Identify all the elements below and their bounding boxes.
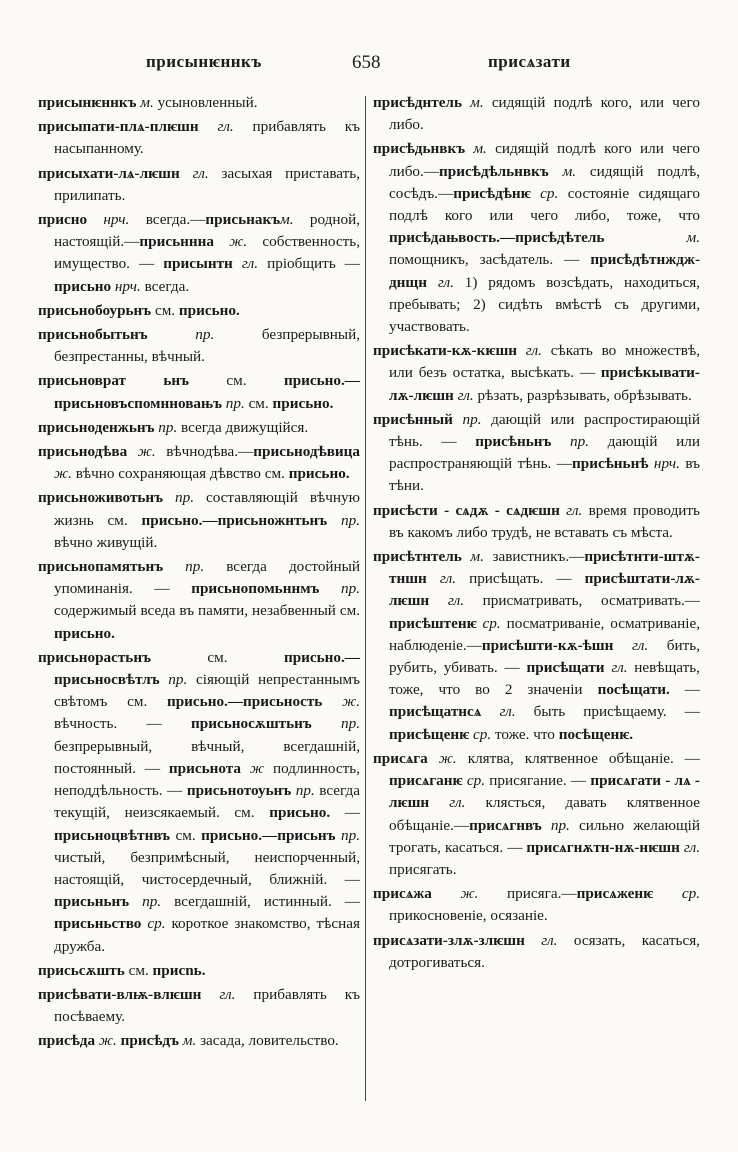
headword: присьно. <box>269 804 331 822</box>
headword: присно <box>38 211 88 229</box>
grammar-label: гл. <box>427 273 454 291</box>
headword: присьнодѣва <box>38 443 128 461</box>
headword: присьно <box>54 277 112 295</box>
definition-text: безпрерывный, вѣчный, всегдашній, постоянный. — <box>54 737 360 777</box>
headword: присьнобоурьнъ <box>38 301 152 319</box>
headword: присьно. <box>54 624 115 642</box>
definition-text: вѣчнодѣва.— <box>155 443 254 461</box>
headword: присѣдѣтнждж-днщн <box>389 251 700 291</box>
grammar-label: м. <box>465 140 487 158</box>
definition-text: клясться, давать клятвенное обѣщаніе.— <box>389 794 700 834</box>
headword: присьсѫшть <box>38 961 125 979</box>
grammar-label: гл. <box>198 118 234 136</box>
grammar-label: пр. <box>335 826 360 844</box>
definition-text: рѣзать, разрѣзывать, обрѣзывать. <box>473 386 692 404</box>
headword: присьннна <box>139 233 214 251</box>
definition-text: см. <box>150 648 284 666</box>
definition-text: прибавлять къ посѣваему. <box>54 985 360 1026</box>
headword: присьнопомьннмъ <box>191 580 320 598</box>
definition-text: сіяющій непрестаннымъ свѣтомъ см. <box>54 671 360 711</box>
headword: присѧгнвъ <box>469 816 542 834</box>
headword: присѣтнти-штѫ-тншн <box>389 548 700 588</box>
dictionary-entry <box>373 92 700 136</box>
grammar-label: пр. <box>129 893 162 911</box>
headword: присьнота <box>168 759 242 777</box>
headword: присьнотоуьнъ <box>186 782 292 800</box>
grammar-label: гл. <box>426 570 457 588</box>
headword: присынтн <box>163 255 233 273</box>
grammar-label: гл. <box>453 386 474 404</box>
definition-text: присягать. <box>389 860 457 878</box>
headword: присѣкывати-лѫ-лѥшн <box>389 364 700 404</box>
grammar-label: м. <box>136 94 154 111</box>
headword: посѣщенѥ. <box>558 725 634 743</box>
dictionary-entry <box>373 500 700 544</box>
definition-text: безпрерывный, безпрестанны, вѣчный. <box>54 326 360 366</box>
headword: присѧга <box>373 749 428 767</box>
definition-text: см. <box>124 961 153 979</box>
dictionary-entry <box>38 984 360 1028</box>
dictionary-entry <box>373 883 700 927</box>
headword: присьно.—присьность <box>166 693 323 711</box>
grammar-label: гл. <box>179 164 209 182</box>
grammar-label: пр. <box>551 433 590 451</box>
definition-text: вѣчность. — <box>54 715 191 733</box>
grammar-label: гл. <box>517 342 542 360</box>
grammar-label: пр. <box>163 489 194 507</box>
definition-text: пріобщить — <box>258 255 360 273</box>
definition-text: см. <box>151 301 179 319</box>
definition-text: — <box>330 804 361 822</box>
definition-text: бить, рубить, убивать. — <box>389 636 700 677</box>
definition-text: собственность, имущество. — <box>54 233 360 273</box>
grammar-label: ж. <box>95 1032 117 1050</box>
grammar-label: нрч. <box>87 211 130 229</box>
definition-text: родной, настоящій.— <box>54 211 360 251</box>
grammar-label: ср. <box>462 772 486 790</box>
dictionary-entry <box>38 324 360 368</box>
grammar-label: пр. <box>147 326 215 344</box>
definition-text: сидящій подлѣ кого или чего либо.— <box>389 140 700 180</box>
dictionary-entry <box>38 960 360 982</box>
definition-text: всегдашній, истинный. — <box>161 893 360 911</box>
grammar-label: ж <box>241 759 265 777</box>
headword: присьно. <box>178 301 240 319</box>
headword: присѣшти-кѫ-ѣшн <box>481 636 614 654</box>
grammar-label: пр. <box>541 816 570 834</box>
dictionary-entry <box>38 441 360 485</box>
grammar-label: пр. <box>319 580 361 598</box>
definition-text: сѣкать во множествѣ, или безъ остатка, высѣкать. — <box>389 342 700 382</box>
headword: присѣньнъ <box>475 433 552 451</box>
headword: присѣдѣнѥ <box>453 184 531 202</box>
headword: присѣштенѥ <box>389 614 477 632</box>
definition-text: всегда текущій, неизсякаемый. см. <box>54 782 360 822</box>
dictionary-entry <box>38 209 360 298</box>
dictionary-entry <box>38 163 360 207</box>
definition-text: прибавлять къ насыпанному. <box>54 118 360 158</box>
headword: присьнопамятьнъ <box>38 558 164 576</box>
dictionary-entry <box>38 116 360 160</box>
headword: присьносѫштьнъ <box>191 715 312 733</box>
grammar-label: ж. <box>127 443 156 461</box>
definition-text: 1) рядомъ возсѣдать, находиться, пребывать; 2) сидѣть вмѣстѣ съ другими, участвовать. <box>389 273 700 336</box>
headword: присьньство <box>54 915 142 933</box>
headword: присыпати-плѧ-плѥшн <box>38 118 199 136</box>
grammar-label: гл. <box>559 501 583 519</box>
headword: присѣвати-влѭ-влѥшн <box>38 985 202 1003</box>
grammar-label: пр. <box>154 418 178 436</box>
definition-text: всегда достойный упоминанія. — <box>54 558 360 598</box>
dictionary-entry <box>373 409 700 498</box>
grammar-label: ж. <box>54 465 72 483</box>
headword: присѧзати-злѫ-злѥшн <box>373 931 525 949</box>
grammar-label: пр. <box>221 394 245 412</box>
grammar-label: гл. <box>429 592 464 610</box>
grammar-label: гл. <box>201 985 236 1003</box>
definition-text: присяга.— <box>478 885 577 903</box>
definition-text: присягание. — <box>485 772 591 790</box>
definition-text: вѣчно живущій. <box>54 533 158 551</box>
dictionary-entry <box>38 1030 360 1052</box>
headword: присѧгати - лѧ - лѥшн <box>389 772 700 812</box>
headword: присѧжа <box>373 885 432 903</box>
definition-text: клятва, клятвенное обѣщаніе. — <box>456 749 700 767</box>
definition-text: дающій или распространяющій тѣнь. — <box>389 433 700 473</box>
headword: присѣнный <box>373 410 453 428</box>
grammar-label: пр. <box>311 715 361 733</box>
grammar-label: нрч. <box>111 277 141 295</box>
grammar-label: ср. <box>530 184 559 202</box>
headword: присѣдьнвкъ <box>373 140 466 158</box>
definition-text: см. <box>170 826 202 844</box>
definition-text: въ тѣни. <box>389 455 700 495</box>
definition-text: — <box>669 681 700 699</box>
definition-text: присматривать, осматривать.— <box>464 592 700 610</box>
dictionary-entry <box>373 340 700 407</box>
definition-text: быть присѣщаему. — <box>515 703 700 721</box>
grammar-label: ср. <box>469 725 492 743</box>
dictionary-entry <box>373 748 700 881</box>
headword: присѣньнѣ <box>572 455 649 473</box>
running-head-right: присѧзати <box>488 52 571 71</box>
headword: присынѥннкъ <box>38 94 137 111</box>
headword: присыхати-лѧ-лѥшн <box>38 164 180 182</box>
definition-text: см. <box>244 394 273 412</box>
grammar-label: ж. <box>322 693 360 711</box>
grammar-label: м. <box>604 229 700 247</box>
grammar-label: м. <box>280 211 294 229</box>
headword: присѣднтель <box>373 94 462 111</box>
grammar-label: нрч. <box>648 455 680 473</box>
grammar-label: ср. <box>653 885 700 903</box>
definition-text: посматриваніе, осматриваніе, наблюденіе.— <box>389 614 701 654</box>
headword: присѧгнѫтн-нѫ-нѥшн <box>526 838 680 856</box>
right-column <box>373 92 700 976</box>
headword: присѧженѥ <box>576 885 654 903</box>
headword: присьно.—присьнъ <box>201 826 336 844</box>
grammar-label: ср. <box>476 614 501 632</box>
definition-text: всегда. <box>140 277 190 295</box>
definition-text: засада, ловительство. <box>196 1032 339 1050</box>
grammar-label: гл. <box>679 838 700 856</box>
definition-text: усыновленный. <box>153 94 258 111</box>
headword: присѣтнтель <box>373 548 462 566</box>
dictionary-entry <box>38 556 360 645</box>
definition-text: короткое знакомство, тѣсная дружба. <box>54 915 361 955</box>
headword: присьноцвѣтнвъ <box>54 826 171 844</box>
definition-text: дающій или распростирающій тѣнь. — <box>389 410 700 451</box>
definition-text: всегда движущійся. <box>177 418 309 436</box>
dictionary-entry <box>38 417 360 439</box>
definition-text: подлинность, неподдѣльность. — <box>54 759 360 800</box>
grammar-label: гл. <box>524 931 558 949</box>
dictionary-entry <box>373 930 700 974</box>
headword: присѣщати <box>526 659 605 677</box>
dictionary-entry <box>38 92 360 114</box>
grammar-label: пр. <box>327 511 360 529</box>
grammar-label: м. <box>178 1032 197 1050</box>
headword: присѧганѥ <box>389 772 463 790</box>
grammar-label: пр. <box>452 410 482 428</box>
grammar-label: гл. <box>604 659 628 677</box>
definition-text: состояніе сидящаго подлѣ кого или чего либо, тоже, что <box>389 184 700 225</box>
grammar-label: ж. <box>213 233 248 251</box>
definition-text: время проводить въ какомъ либо трудѣ, не вставать съ мѣста. <box>389 501 700 541</box>
definition-text: завистникъ.— <box>483 548 585 566</box>
headword: присьнодѣвица <box>253 443 360 461</box>
headword: присѣдѣльнвкъ <box>439 162 549 180</box>
grammar-label: гл. <box>613 636 649 654</box>
headword: присnь. <box>152 961 206 979</box>
grammar-label: пр. <box>159 671 188 689</box>
headword: присьнакъ <box>205 211 281 229</box>
headword: присѣщенѥ <box>389 725 470 743</box>
headword: присьно.—присьножнтьнъ <box>141 511 328 529</box>
column-divider <box>365 96 366 1101</box>
dictionary-entry <box>38 370 360 414</box>
grammar-label: ж. <box>431 885 479 903</box>
definition-text: составляющій вѣчную жизнь см. <box>54 489 360 529</box>
headword: посѣщати. <box>597 681 670 699</box>
headword: присьноживотьнъ <box>38 489 164 507</box>
page-number: 658 <box>352 52 381 73</box>
grammar-label: м. <box>462 94 484 111</box>
definition-text: невѣщать, тоже, что во 2 значеніи <box>389 659 700 699</box>
headword: присьньнъ <box>54 893 130 911</box>
definition-text: сидящій подлѣ кого, или чего либо. <box>389 94 700 134</box>
headword: присѣсти - сѧдѫ - сѧдѥшн <box>373 501 560 519</box>
headword: присьно. <box>272 394 334 412</box>
definition-text: содержимый вседа въ памяти, незабвенный см. <box>54 602 360 620</box>
grammar-label: гл. <box>429 794 466 812</box>
grammar-label: ж. <box>427 749 457 767</box>
definition-text: засыхая приставать, прилипать. <box>54 164 360 204</box>
definition-text: тоже. что <box>491 725 559 743</box>
definition-text: прикосновеніе, осязаніе. <box>389 907 548 925</box>
definition-text: вѣчно сохраняющая дѣвство см. <box>71 465 289 483</box>
grammar-label: пр. <box>163 558 205 576</box>
headword: присьно.—присьновъспомнновањъ <box>54 372 360 412</box>
definition-text: всегда.— <box>129 211 206 229</box>
grammar-label: гл. <box>481 703 516 721</box>
grammar-label: гл. <box>232 255 259 273</box>
headword: присьноденжьнъ <box>38 418 155 436</box>
dictionary-entry <box>38 300 360 322</box>
dictionary-entry <box>38 487 360 554</box>
grammar-label: м. <box>461 548 484 566</box>
headword: присьнобытьнъ <box>38 326 148 344</box>
definition-text: осязать, касаться, дотрогиваться. <box>389 931 700 971</box>
running-head-left: присынѥннкъ <box>146 52 262 71</box>
headword: присѣда <box>38 1032 96 1050</box>
definition-text: помощникъ, засѣдатель. — <box>389 251 591 269</box>
headword: присьно.—присьносвѣтлъ <box>54 648 360 689</box>
dictionary-entry <box>373 546 700 746</box>
grammar-label: пр. <box>291 782 315 800</box>
headword: присѣкати-кѫ-кѥшн <box>373 342 518 360</box>
headword: присѣдъ <box>120 1032 179 1050</box>
headword: присьно. <box>288 465 350 483</box>
left-column <box>38 92 360 1055</box>
definition-text: сидящій подлѣ, сосѣдъ.— <box>389 162 700 202</box>
definition-text: присѣщать. — <box>456 570 585 588</box>
headword: присѣщатнсѧ <box>389 703 482 721</box>
grammar-label: ср. <box>141 915 166 933</box>
headword: присѣштати-лѫ-лѥшн <box>389 570 700 610</box>
headword: присѣдањвость.—присѣдѣтель <box>389 229 605 247</box>
headword: присьноврат ьнъ <box>38 372 190 390</box>
definition-text: чистый, безпримѣсный, неиспорченный, настоящій, чистосердечный, ближній. — <box>54 848 360 888</box>
grammar-label: м. <box>548 162 577 180</box>
headword: присьнорастьнъ <box>38 648 151 666</box>
definition-text: сильно желающій трогать, касаться. — <box>389 816 701 856</box>
dictionary-entry <box>373 138 700 338</box>
definition-text: см. <box>189 372 284 390</box>
dictionary-entry <box>38 647 360 958</box>
